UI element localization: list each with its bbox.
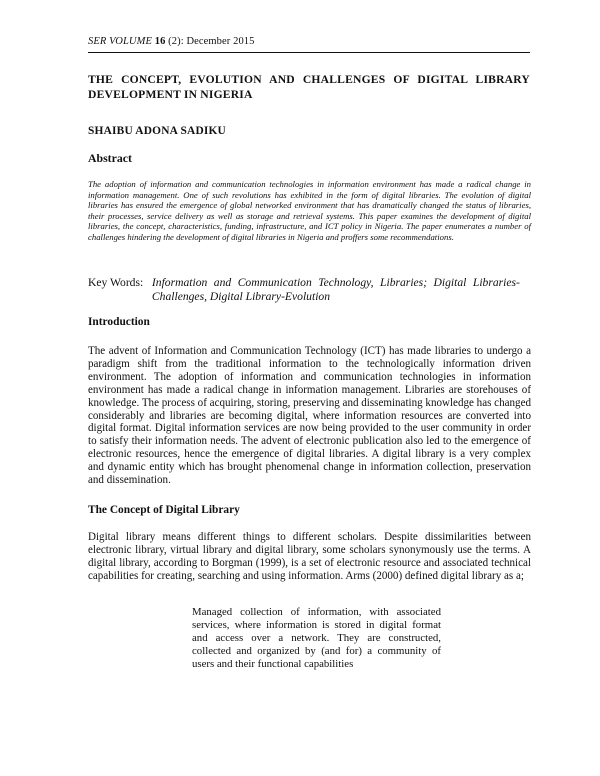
keywords-label: Key Words: bbox=[88, 276, 144, 289]
volume-number: 16 bbox=[154, 36, 166, 47]
running-header bbox=[88, 36, 255, 47]
issue-date: (2): December 2015 bbox=[168, 36, 255, 47]
paper-title: THE CONCEPT, EVOLUTION AND CHALLENGES OF DIGITAL LIBRARY DEVELOPMENT IN NIGERIA bbox=[88, 73, 530, 101]
abstract-heading: Abstract bbox=[88, 151, 132, 165]
block-quote: Managed collection of information, with associated services, where information is stored in digital format and access over a network. They are constructed, collected and organized by (and for) a community of users and their functional capabilities bbox=[192, 606, 441, 670]
author-name: SHAIBU ADONA SADIKU bbox=[88, 125, 226, 137]
introduction-text: The advent of Information and Communication Technology (ICT) has made libraries to undergo a paradigm shift from the traditional information to the technologically information driven environment. The adoption of information and communication technologies in information environment has made a radical change in information management. Libraries are storehouses of knowledge. The process of acquiring, storing, preserving and disseminating knowledge has changed considerably and libraries are becoming digital, where information resources are converted into digital format. Digital information services are now being provided to the user community in order to satisfy their information needs. The advent of electronic publication also led to the emergence of electronic resources, hence the emergence of digital libraries. A digital library is a very complex and dynamic entity which has brought phenomenal change in information collection, preservation and dissemination. bbox=[88, 345, 531, 487]
concept-text: Digital library means different things to different scholars. Despite dissimilarities between electronic library, virtual library and digital library, some scholars synonymously use the terms. A digital library, according to Borgman (1999), is a set of electronic resource and associated technical capabilities for creating, searching and using information. Arms (2000) defined digital library as a; bbox=[88, 531, 531, 582]
keywords bbox=[88, 276, 531, 303]
concept-heading: The Concept of Digital Library bbox=[88, 504, 240, 516]
journal-name: SER VOLUME bbox=[88, 36, 152, 47]
introduction-heading: Introduction bbox=[88, 316, 150, 328]
header-rule bbox=[88, 52, 530, 53]
keywords-terms: Information and Communication Technology, Libraries; Digital Libraries-Challenges, Digital Library-Evolution bbox=[151, 276, 520, 303]
abstract-text: The adoption of information and communication technologies in information environment has made a radical change in information management. One of such revolutions has exhibited in the form of digital libraries. The evolution of digital libraries has ensured the emergence of global networked environment that has dramatically changed the status of libraries, their processes, service delivery as well as storage and retrieval systems. This paper examines the development of digital libraries, the concept, characteristics, funding, infrastructure, and ICT policy in Nigeria. The paper enumerates a number of challenges hindering the development of digital libraries in Nigeria and proffers some recommendations. bbox=[88, 179, 531, 242]
